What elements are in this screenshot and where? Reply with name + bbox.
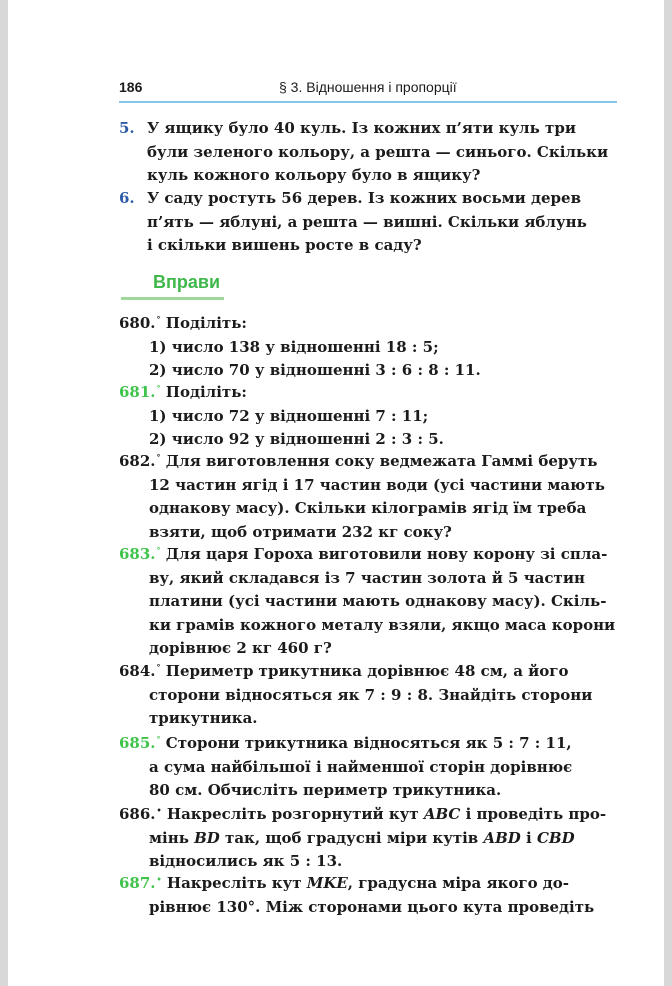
difficulty-mark: ° [156,452,161,462]
exercise-text: так, щоб градусні міри кутів [219,828,484,847]
exercise-682 [119,446,619,544]
exercise-text: Периметр трикутника дорівнює 48 см, а його [165,662,569,680]
difficulty-mark: ° [156,734,161,744]
exercise-text: , градусна міра якого до- [347,874,570,892]
exercise-subitem: 1) число 72 у відношенні 7 : 11; [149,406,429,425]
exercise-683 [119,539,619,661]
exercise-text: ву, який складався із 7 частин золота й 5 частин [149,568,585,587]
exercise-text: Поділіть: [165,383,247,401]
exercise-text: сторони відносяться як 7 : 9 : 8. Знайдіть сторони [149,685,593,704]
angle-name: MKE [306,874,348,892]
exercise-text: і [520,828,537,847]
exercise-number: 686. [119,805,156,823]
difficulty-mark: ° [156,383,161,393]
exercise-687 [119,868,619,919]
difficulty-mark: ° [156,662,161,672]
question-line: п’ять — яблуні, а решта — вишні. Скільки яблунь [147,212,587,231]
question-number: 5. [119,119,135,137]
exercise-text: 80 см. Обчисліть периметр трикутника. [149,781,502,799]
section-title: § 3. Відношення і пропорції [279,79,457,95]
question-line: були зеленого кольору, а решта — синього. Скільки [147,142,609,161]
page-number: 186 [119,79,143,95]
exercise-text: відносились як 5 : 13. [149,852,343,870]
exercise-number: 685. [119,734,156,752]
ray-name: BD [194,828,220,847]
exercise-number: 680. [119,314,156,332]
exercise-text: Накресліть кут [166,874,307,892]
exercise-text: платини (усі частини мають однакову масу). Скіль- [149,592,607,610]
exercise-number: 683. [119,545,156,563]
exercise-text: Накресліть розгорнутий кут [166,805,424,823]
exercise-text: однакову масу). Скільки кілограмів ягід їм треба [149,499,587,517]
exercise-text: 12 частин ягід і 17 частин води (усі частини мають [149,475,605,494]
question-5 [119,117,619,188]
angle-name: CBD [536,828,575,847]
exercise-text: Поділіть: [165,314,247,332]
page-header [119,79,617,101]
exercise-text: і проведіть про- [460,805,607,823]
exercise-680 [119,308,619,383]
difficulty-mark: • [156,874,162,884]
exercise-text: мінь [149,828,195,847]
difficulty-mark: ° [156,314,161,324]
question-line: У ящику було 40 куль. Із кожних п’яти куль три [147,119,576,137]
exercise-number: 684. [119,662,156,680]
exercise-subitem: 1) число 138 у відношенні 18 : 5; [149,337,439,356]
exercise-subitem: 2) число 70 у відношенні 3 : 6 : 8 : 11. [149,361,481,379]
question-line: У саду ростуть 56 дерев. Із кожних восьми дерев [147,189,582,207]
angle-name: ABC [423,805,461,823]
exercise-text: Для виготовлення соку ведмежата Гаммі беруть [165,452,598,470]
exercise-685 [119,728,619,803]
exercise-text: дорівнює 2 кг 460 г? [149,639,332,657]
exercise-text: трикутника. [149,709,258,727]
exercise-686 [119,799,619,874]
difficulty-mark: • [156,805,162,815]
header-rule [119,101,617,103]
exercise-text: Сторони трикутника відносяться як 5 : 7 : 11, [165,734,572,752]
exercise-text: Для царя Гороха виготовили нову корону зі спла- [165,545,608,563]
exercise-text: а сума найбільшої і найменшої сторін дорівнює [149,757,573,776]
question-line: і скільки вишень росте в саду? [147,236,422,254]
exercise-number: 681. [119,383,156,401]
exercise-681 [119,377,619,452]
exercise-text: взяти, щоб отримати 232 кг соку? [149,522,452,541]
exercise-number: 682. [119,452,156,470]
exercise-684 [119,656,619,731]
exercise-number: 687. [119,874,156,892]
exercise-text: ки грамів кожного металу взяли, якщо маса корони [149,615,616,634]
question-6 [119,187,619,258]
question-line: куль кожного кольору було в ящику? [147,166,481,184]
question-number: 6. [119,189,135,207]
exercises-heading: Вправи [153,272,221,292]
difficulty-mark: ° [156,545,161,555]
heading-underline [121,297,224,300]
exercise-text: рівнює 130°. Між сторонами цього кута проведіть [149,897,595,916]
textbook-page [8,0,664,986]
exercise-subitem: 2) число 92 у відношенні 2 : 3 : 5. [149,430,444,448]
angle-name: ABD [483,828,521,847]
